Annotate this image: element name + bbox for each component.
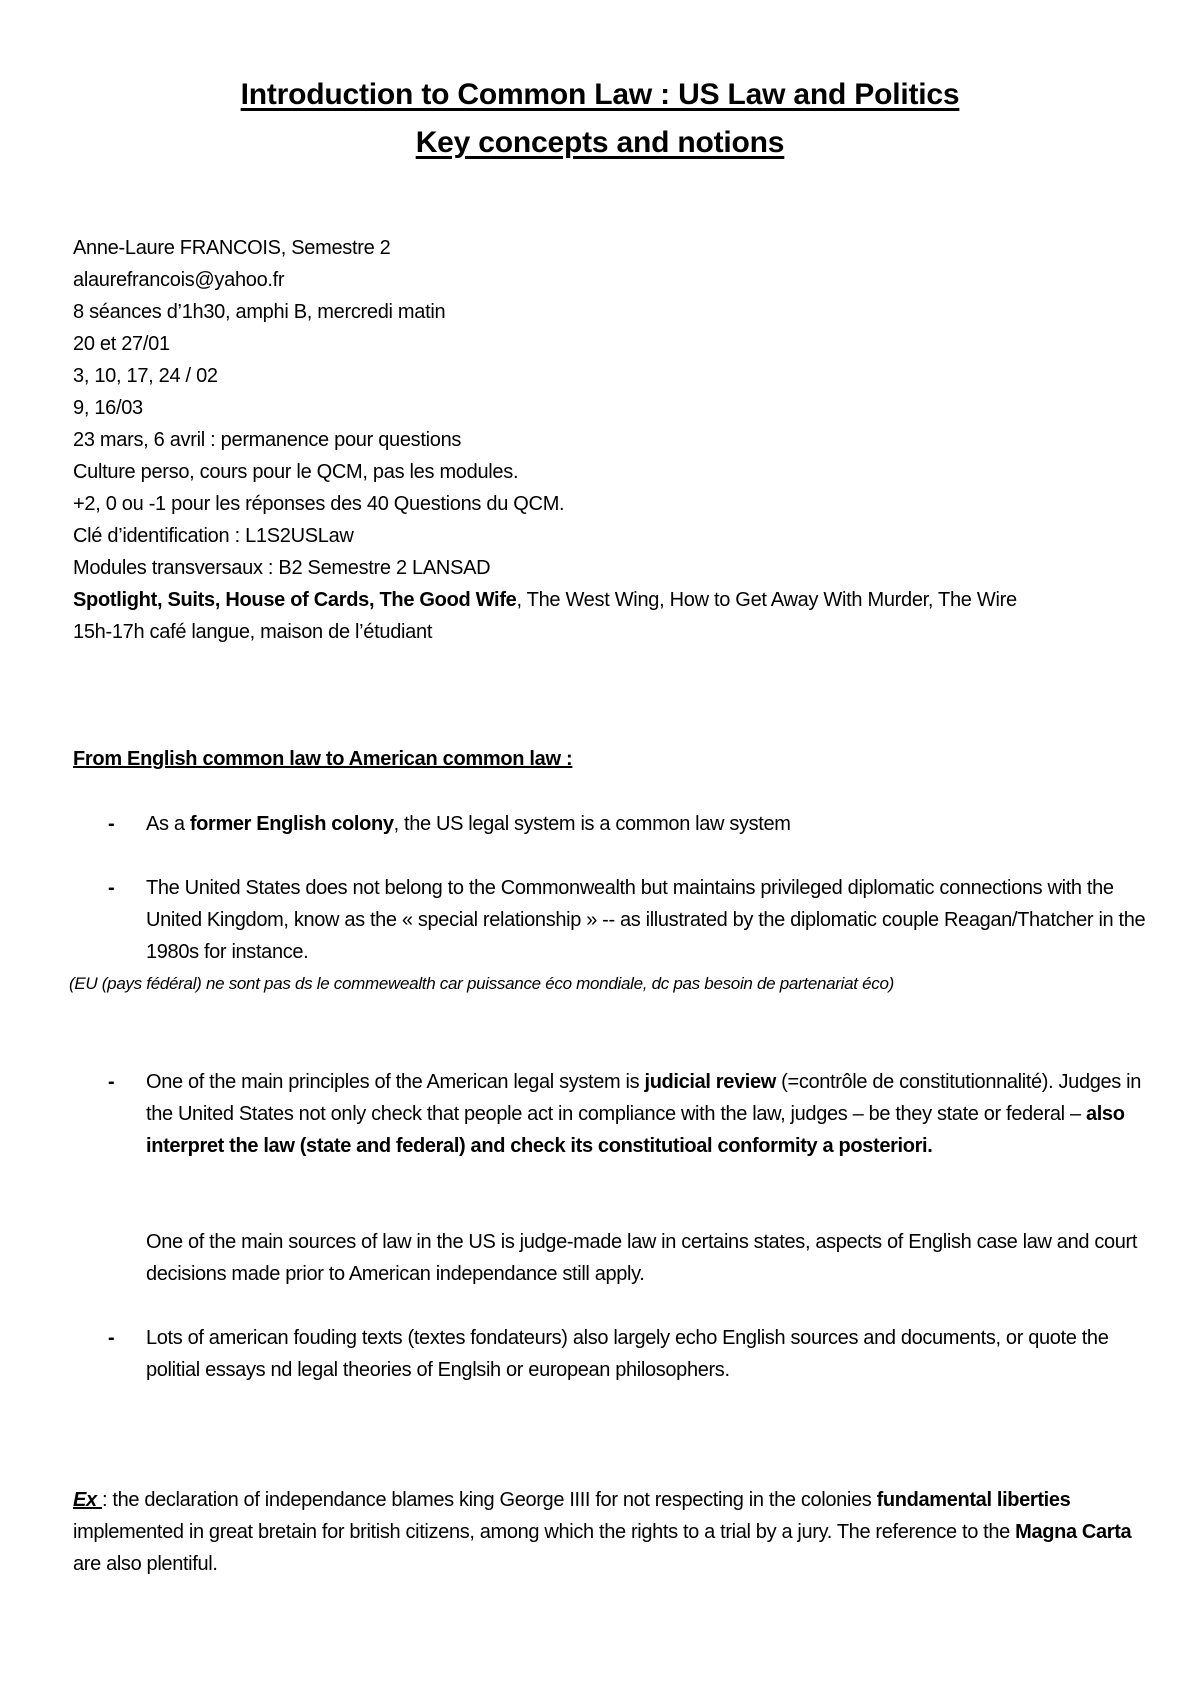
bullet-text-segment: (=contrôle de constitutionnalité). Judges in the United States not only check that people act in compliance with the law, judges – be they state or federal –: [146, 1071, 1142, 1125]
bullet-marker: -: [108, 1071, 115, 1093]
section-heading: From English common law to American common law :: [73, 748, 573, 770]
bullet-bold-segment: former English colony: [189, 813, 394, 835]
bullet-marker: -: [108, 1327, 115, 1349]
info-line-series: [73, 584, 1017, 616]
info-line-march-dates: 9, 16/03: [73, 397, 143, 419]
bullet-bold-segment: also interpret the law (state and federal) and check its constitutioal conformity a posteriori.: [146, 1103, 1125, 1157]
example-bold-segment: fundamental liberties: [876, 1489, 1071, 1511]
bullet-bold-segment: judicial review: [644, 1071, 776, 1093]
example-paragraph: [73, 1484, 1143, 1580]
document-subtitle: Key concepts and notions: [415, 126, 785, 159]
example-text-segment: : the declaration of independance blames king George IIII for not respecting in the colonies: [101, 1489, 877, 1511]
bullet-former-colony: [146, 808, 1146, 840]
info-line-email: alaurefrancois@yahoo.fr: [73, 269, 285, 291]
info-line-sessions: 8 séances d’1h30, amphi B, mercredi matin: [73, 301, 446, 323]
document-title: Introduction to Common Law : US Law and Politics: [240, 78, 960, 111]
example-text-segment: implemented in great bretain for british citizens, among which the rights to a trial by a jury. The reference to the: [73, 1521, 1016, 1543]
handwritten-style-note: (EU (pays fédéral) ne sont pas ds le commewealth car puissance éco mondiale, dc pas besoin de partenariat éco): [69, 974, 895, 993]
paragraph-judge-made-law: One of the main sources of law in the US is judge-made law in certains states, aspects of English case law and court decisions made prior to American independance still apply.: [146, 1231, 1138, 1285]
series-other-titles: , The West Wing, How to Get Away With Murder, The Wire: [516, 589, 1017, 611]
bullet-special-relationship: The United States does not belong to the Commonwealth but maintains privileged diplomatic connections with the United Kingdom, know as the « special relationship » -- as illustrated by the diplomatic couple Reagan/Thatcher in the 1980s for instance.: [146, 877, 1146, 963]
example-bold-segment: Magna Carta: [1015, 1521, 1132, 1543]
info-line-scoring: +2, 0 ou -1 pour les réponses des 40 Questions du QCM.: [73, 493, 565, 515]
bullet-marker: -: [108, 813, 115, 835]
example-text-segment: are also plentiful.: [73, 1553, 218, 1575]
info-line-office-hours: 23 mars, 6 avril : permanence pour questions: [73, 429, 462, 451]
bullet-text-segment: As a: [146, 813, 190, 835]
bullet-founding-texts: Lots of american fouding texts (textes fondateurs) also largely echo English sources and documents, or quote the politial essays nd legal theories of Englsih or european philosophers.: [146, 1327, 1109, 1381]
bullet-text-segment: , the US legal system is a common law system: [393, 813, 791, 835]
info-line-cafe: 15h-17h café langue, maison de l’étudiant: [73, 621, 433, 643]
info-line-february-dates: 3, 10, 17, 24 / 02: [73, 365, 218, 387]
info-line-january-dates: 20 et 27/01: [73, 333, 170, 355]
bullet-marker: -: [108, 877, 115, 899]
series-bold-titles: Spotlight, Suits, House of Cards, The Good Wife: [73, 589, 517, 611]
example-label: Ex: [73, 1489, 102, 1511]
bullet-judicial-review: [146, 1066, 1146, 1162]
info-line-author: Anne-Laure FRANCOIS, Semestre 2: [73, 237, 391, 259]
info-line-key: Clé d’identification : L1S2USLaw: [73, 525, 354, 547]
info-line-culture: Culture perso, cours pour le QCM, pas les modules.: [73, 461, 519, 483]
bullet-text-segment: One of the main principles of the American legal system is: [146, 1071, 645, 1093]
info-line-modules: Modules transversaux : B2 Semestre 2 LANSAD: [73, 557, 491, 579]
